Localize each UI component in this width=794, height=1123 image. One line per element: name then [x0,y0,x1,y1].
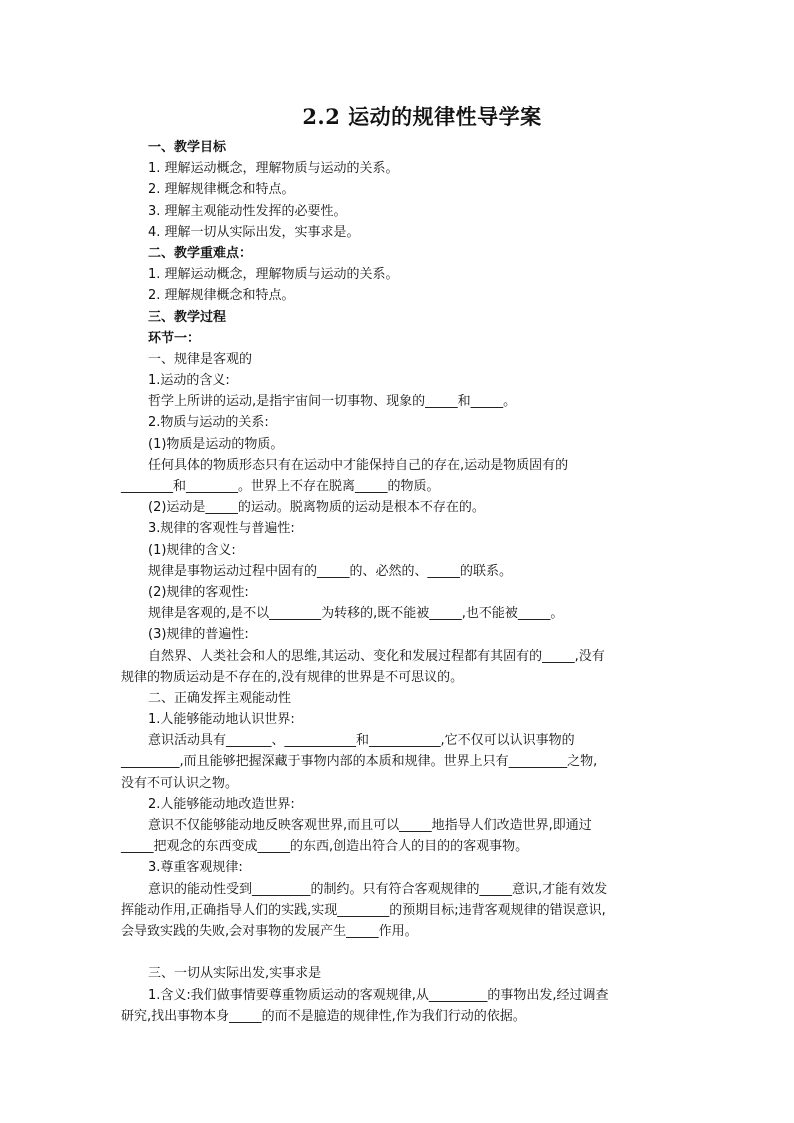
text-line: 任何具体的物质形态只有在运动中才能保持自己的存在,运动是物质固有的 [148,457,569,473]
section-heading: 三、教学过程 [148,309,227,325]
text-line: 1.运动的含义: [148,373,230,389]
text-line: 没有不可认识之物。 [121,775,239,791]
text-line: _________,而且能够把握深藏于事物内部的本质和规律。世界上只有_________之物, [121,754,598,770]
text-line: 规律是客观的,是不以________为转移的,既不能被_____,也不能被_____。 [148,606,564,622]
text-line: 二、正确发挥主观能动性 [148,690,292,706]
page-title: 2.2 运动的规律性导学案 [302,104,542,129]
text-line: 会导致实践的失败,会对事物的发展产生_____作用。 [121,923,418,939]
text-line: ________和________。世界上不存在脱离_____的物质。 [121,479,440,494]
text-line: (1)物质是运动的物质。 [148,436,284,452]
text-line: 2. 理解规律概念和特点。 [148,182,295,198]
text-line: 规律的物质运动是不存在的,没有规律的世界是不可思议的。 [121,669,464,685]
text-line: (2)运动是_____的运动。脱离物质的运动是根本不存在的。 [148,500,485,516]
text-line: 1. 理解运动概念，理解物质与运动的关系。 [148,267,399,283]
section-heading: 二、教学重难点： [148,245,253,261]
text-line: 规律是事物运动过程中固有的_____的、必然的、_____的联系。 [148,563,513,579]
text-line: 意识活动具有_______、___________和___________,它不仅可以认识事物的 [148,733,575,749]
text-line: 三、一切从实际出发,实事求是 [148,966,322,982]
text-line: 2. 理解规律概念和特点。 [148,288,295,304]
text-line: 哲学上所讲的运动,是指宇宙间一切事物、现象的_____和_____。 [148,394,517,410]
text-line: 意识不仅能够能动地反映客观世界,而且可以_____地指导人们改造世界,即通过 [148,818,592,833]
text-line: (1)规律的含义: [148,542,236,558]
text-line: 2.物质与运动的关系: [148,415,269,431]
text-line: 4. 理解一切从实际出发，实事求是。 [148,224,360,240]
text-line: (2)规律的客观性: [148,584,249,600]
text-line: 自然界、人类社会和人的思维,其运动、变化和发展过程都有其固有的_____,没有 [148,648,605,664]
text-line: 3.尊重客观规律: [148,860,243,876]
blank-line [121,942,676,963]
text-line: (3)规律的普遍性: [148,627,249,643]
document-body [121,137,676,1027]
text-line: 意识的能动性受到_________的制约。只有符合客观规律的_____意识,才能有效发 [148,881,608,897]
text-line: 3.规律的客观性与普遍性: [148,521,295,537]
text-line: 1.人能够能动地认识世界: [148,712,295,728]
text-line: 挥能动作用,正确指导人们的实践,实现________的预期目标;违背客观规律的错误意识, [121,902,606,918]
text-line: 一、规律是客观的 [148,351,253,367]
text-line: 1.含义:我们做事情要尊重物质运动的客观规律,从_________的事物出发,经过调查 [148,987,609,1003]
text-line: 研究,找出事物本身_____的而不是臆造的规律性,作为我们行动的依据。 [121,1008,526,1024]
text-line: 3. 理解主观能动性发挥的必要性。 [148,203,347,219]
text-line: _____把观念的东西变成_____的东西,创造出符合人的目的的客观事物。 [121,839,529,855]
text-line: 1. 理解运动概念，理解物质与运动的关系。 [148,161,399,177]
text-line: 2.人能够能动地改造世界: [148,796,295,812]
section-heading: 一、教学目标 [148,140,227,155]
section-heading: 环节一： [148,330,201,346]
